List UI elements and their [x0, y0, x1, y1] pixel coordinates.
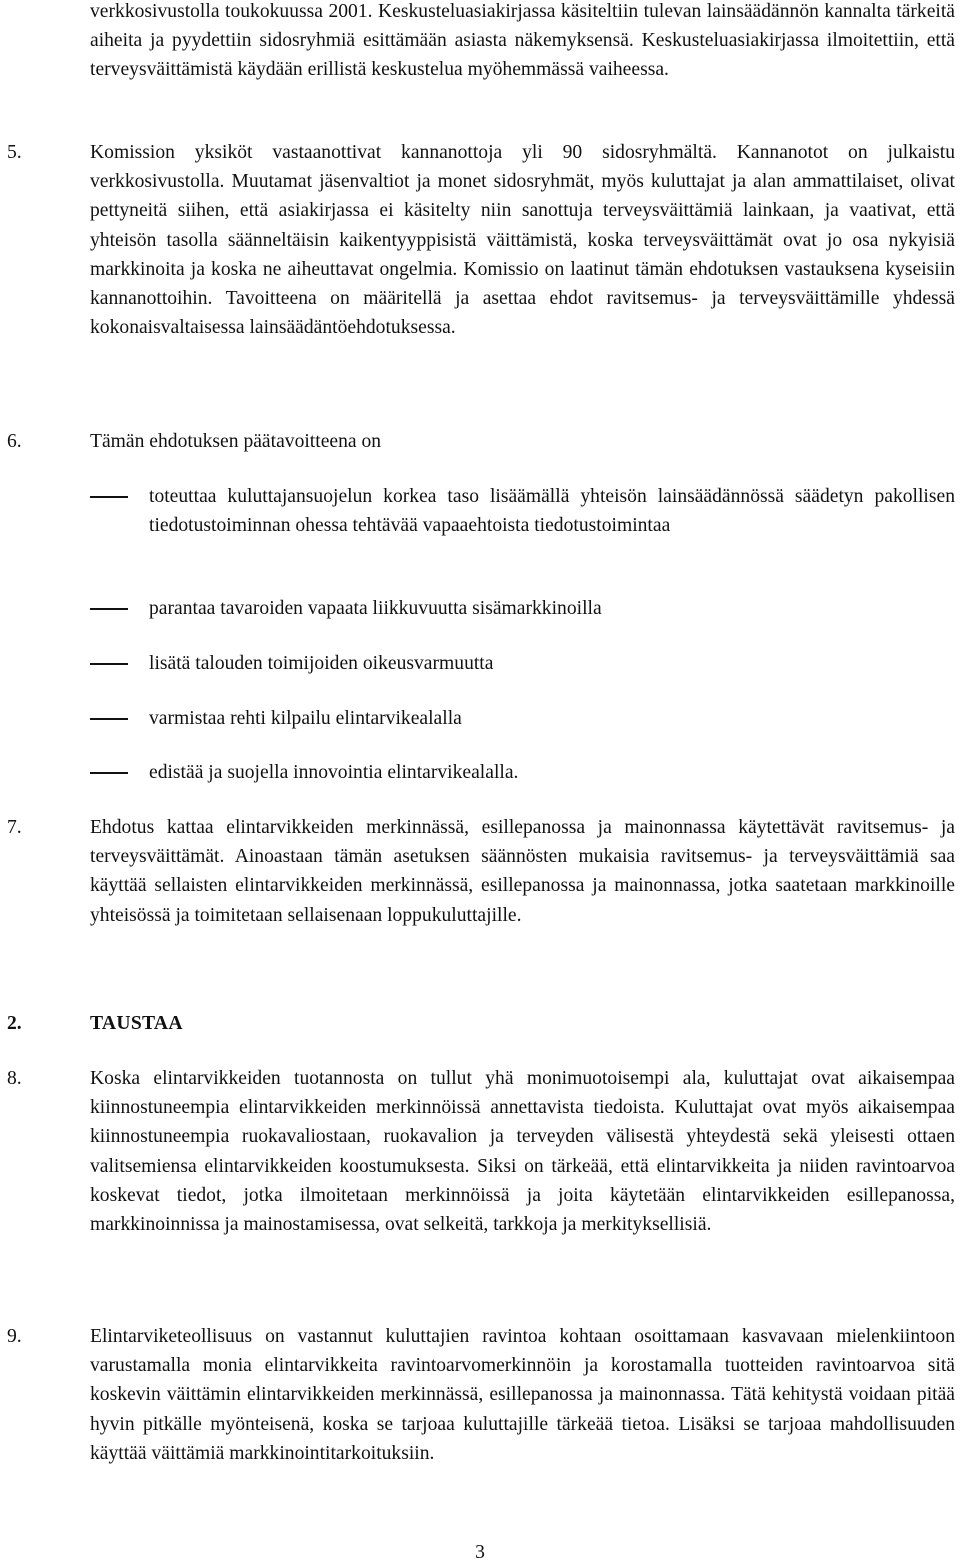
objective-item: parantaa tavaroiden vapaata liikkuvuutta sisämarkkinoilla — [149, 598, 602, 619]
paragraph-number-9: 9. — [7, 1326, 22, 1347]
continuation-paragraph: verkkosivustolla toukokuussa 2001. Keskusteluasiakirjassa käsiteltiin tulevan lainsäädännön kannalta tärkeitä aiheita ja pyydettiin sidosryhmiä esittämään asiasta näkemyksensä. Keskusteluasiakirjassa ilmoitettiin, että terveysväittämistä käydään erillistä keskustelua myöhemmässä vaiheessa. — [90, 1, 955, 81]
dash-bullet-icon — [90, 496, 128, 498]
dash-bullet-icon — [90, 772, 128, 774]
dash-bullet-icon — [90, 608, 128, 610]
dash-bullet-icon — [90, 663, 128, 665]
paragraph-6: Tämän ehdotuksen päätavoitteena on — [90, 431, 382, 452]
paragraph-number-6: 6. — [7, 431, 22, 452]
paragraph-7: Ehdotus kattaa elintarvikkeiden merkinnässä, esillepanossa ja mainonnassa käytettävät ravitsemus- ja terveysväittämät. Ainoastaan tämän asetuksen säännösten mukaisia ravitsemus- ja terveysväittämiä saa käyttää sellaisten elintarvikkeiden merkinnässä, esillepanossa ja mainonnassa, jotka saatetaan markkinoille yhteisössä ja toimitetaan sellaisenaan loppukuluttajille. — [90, 817, 955, 926]
paragraph-5: Komission yksiköt vastaanottivat kannanottoja yli 90 sidosryhmältä. Kannanotot on julkaistu verkkosivustolla. Muutamat jäsenvaltiot ja monet sidosryhmät, myös kuluttajat ja alan ammattilaiset, olivat pettyneitä siihen, että asiakirjassa ei käsitelty niin sanottuja terveysväittämiä lainkaan, ja vaativat, että yhteisön tasolla säänneltäisin kaikentyyppisistä väittämistä, koska terveysväittämät ovat jo osa nykyisiä markkinoita ja koska ne aiheuttavat ongelmia. Komissio on laatinut tämän ehdotuksen vastauksena kyseisiin kannanottoihin. Tavoitteena on määritellä ja asettaa ehdot ravitsemus- ja terveysväittämille yhdessä kokonaisvaltaisessa lainsäädäntöehdotuksessa. — [90, 142, 955, 339]
objective-item: toteuttaa kuluttajansuojelun korkea taso lisäämällä yhteisön lainsäädännössä säädetyn pakollisen tiedotustoiminnan ohessa tehtävää vapaaehtoista tiedotustoimintaa — [149, 486, 955, 537]
section-title: TAUSTAA — [90, 1013, 183, 1034]
dash-bullet-icon — [90, 718, 128, 720]
paragraph-9: Elintarviketeollisuus on vastannut kuluttajien ravintoa kohtaan osoittamaan kasvavaan mielenkiintoon varustamalla monia elintarvikkeita ravintoarvomerkinnöin ja korostamalla tuotteiden ravintoarvoa sitä koskevin väittämin elintarvikkeiden merkinnässä, esillepanossa ja mainonnassa. Tätä kehitystä voidaan pitää hyvin pitkälle myönteisenä, koska se tarjoaa kuluttajille tärkeää tietoa. Lisäksi se tarjoaa mahdollisuuden käyttää väittämiä markkinointitarkoituksiin. — [90, 1326, 955, 1464]
paragraph-number-5: 5. — [7, 142, 22, 163]
objective-item: varmistaa rehti kilpailu elintarvikealalla — [149, 708, 462, 729]
objective-item: edistää ja suojella innovointia elintarvikealalla. — [149, 762, 519, 783]
paragraph-8: Koska elintarvikkeiden tuotannosta on tullut yhä monimuotoisempi ala, kuluttajat ovat aikaisempaa kiinnostuneempia elintarvikkeiden merkinnöissä annettavista tiedoista. Kuluttajat ovat myös aikaisempaa kiinnostuneempia ruokavaliostaan, ruokavalion ja terveyden välisestä yhteydestä sekä yleisesti ottaen valitsemiensa elintarvikkeiden koostumuksesta. Siksi on tärkeää, että elintarvikkeita ja niiden ravintoarvoa koskevat tiedot, jotka ilmoitetaan merkinnöissä ja joita käytetään elintarvikkeiden esillepanossa, markkinoinnissa ja mainostamisessa, ovat selkeitä, tarkkoja ja merkityksellisiä. — [90, 1068, 955, 1236]
paragraph-number-7: 7. — [7, 817, 22, 838]
paragraph-number-8: 8. — [7, 1068, 22, 1089]
page-number: 3 — [475, 1542, 485, 1563]
section-number: 2. — [7, 1013, 22, 1034]
objective-item: lisätä talouden toimijoiden oikeusvarmuutta — [149, 653, 494, 674]
